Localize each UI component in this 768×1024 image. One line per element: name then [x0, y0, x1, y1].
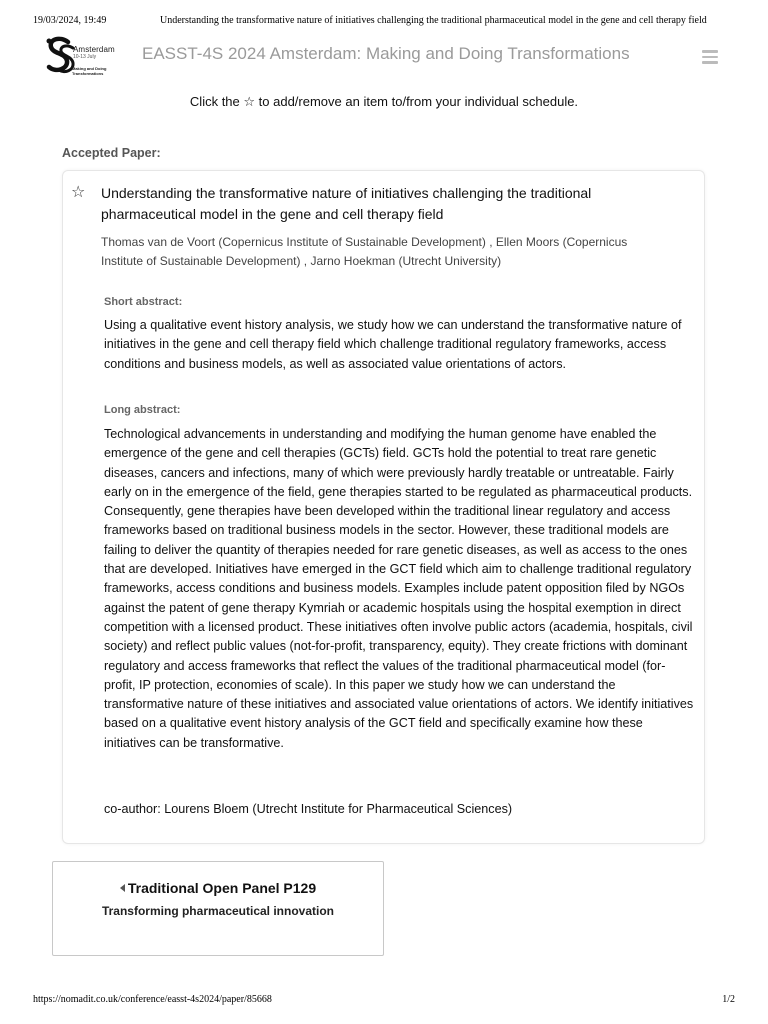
schedule-instruction	[0, 94, 768, 110]
print-date: 19/03/2024, 19:49	[33, 15, 107, 26]
panel-nav-link[interactable]	[52, 861, 384, 956]
chevron-left-icon	[120, 884, 125, 892]
print-page-title: Understanding the transformative nature of initiatives challenging the traditional pharmaceutical model in the gene and cell therapy field	[160, 15, 707, 26]
instruction-text-after: to add/remove an item to/from your individual schedule.	[255, 94, 579, 109]
accepted-paper-label: Accepted Paper:	[62, 146, 161, 160]
paper-card	[62, 170, 705, 844]
instruction-text-before: Click the	[189, 94, 244, 109]
short-abstract-text: Using a qualitative event history analysis, we study how we can understand the transformative nature of initiatives in the gene and cell therapy field which challenge traditional regulatory frameworks, access conditions and business models, as well as associated value orientations of actors.	[104, 318, 682, 371]
add-to-schedule-star-icon[interactable]: ☆	[71, 184, 86, 201]
star-outline-icon: ☆	[243, 94, 256, 109]
logo-dates: 10-13 July	[73, 54, 97, 60]
site-header	[40, 36, 718, 86]
panel-nav-title[interactable]	[53, 880, 383, 896]
print-header	[33, 15, 735, 29]
logo-wordmark: Amsterdam	[73, 45, 115, 54]
hamburger-menu-icon[interactable]	[702, 50, 718, 64]
long-abstract-label: Long abstract:	[104, 404, 181, 416]
print-footer	[33, 994, 735, 1005]
coauthor-line: co-author: Lourens Bloem (Utrecht Institute for Pharmaceutical Sciences)	[104, 802, 513, 816]
long-abstract-text: Technological advancements in understanding and modifying the human genome have enabled the emergence of the gene and cell therapies (GCTs) field. GCTs hold the potential to treat rare genetic diseases, cancers and infections, many of which were previously hardly treatable or untreatable. Fairly early on in the emergence of the field, gene therapies started to be regulated as pharmaceutical products. Consequently, gene therapies have been developed within the traditional linear regulatory and access frameworks based on traditional business models in the sector. However, these traditional models are failing to deliver the quantity of therapies needed for rare genetic diseases, as well as access to the ones that are developed. Initiatives have emerged in the GCT field which aim to challenge traditional regulatory frameworks, access conditions and business models. Examples include patent opposition filed by NGOs against the patent of gene therapy Kymriah or academic hospitals using the hospital exemption in direct competition with a licensed product. These initiatives often involve public actors (academia, hospitals, civil society) and reflect public values (not-for-profit, transparency, equity). They create frictions with dominant regulatory and access frameworks that reflect the values of the traditional pharmaceutical model (for-profit, IP protection, economies of scale). In this paper we study how we can understand the transformative nature of these initiatives and associated value orientations of actors. We identify initiatives based on a qualitative event history analysis of the GCT field and specifically examine how these initiatives can be transformative.	[104, 427, 694, 750]
panel-nav-title-text: Traditional Open Panel P129	[127, 880, 317, 896]
paper-authors: Thomas van de Voort (Copernicus Institute of Sustainable Development) , Ellen Moors (Copernicus Institute of Sustainable Development) , Jarno Hoekman (Utrecht University)	[101, 235, 628, 268]
print-url: https://nomadit.co.uk/conference/easst-4s2024/paper/85668	[33, 994, 272, 1005]
short-abstract-label: Short abstract:	[104, 296, 183, 308]
panel-nav-subtitle: Transforming pharmaceutical innovation	[101, 904, 335, 918]
paper-title: Understanding the transformative nature of initiatives challenging the traditional pharmaceutical model in the gene and cell therapy field	[101, 185, 592, 222]
logo-tagline: Making and Doing Transformations	[72, 66, 107, 76]
conference-logo[interactable]	[46, 36, 115, 80]
print-page-number: 1/2	[722, 994, 735, 1005]
site-title[interactable]: EASST-4S 2024 Amsterdam: Making and Doing Transformations	[142, 44, 630, 63]
